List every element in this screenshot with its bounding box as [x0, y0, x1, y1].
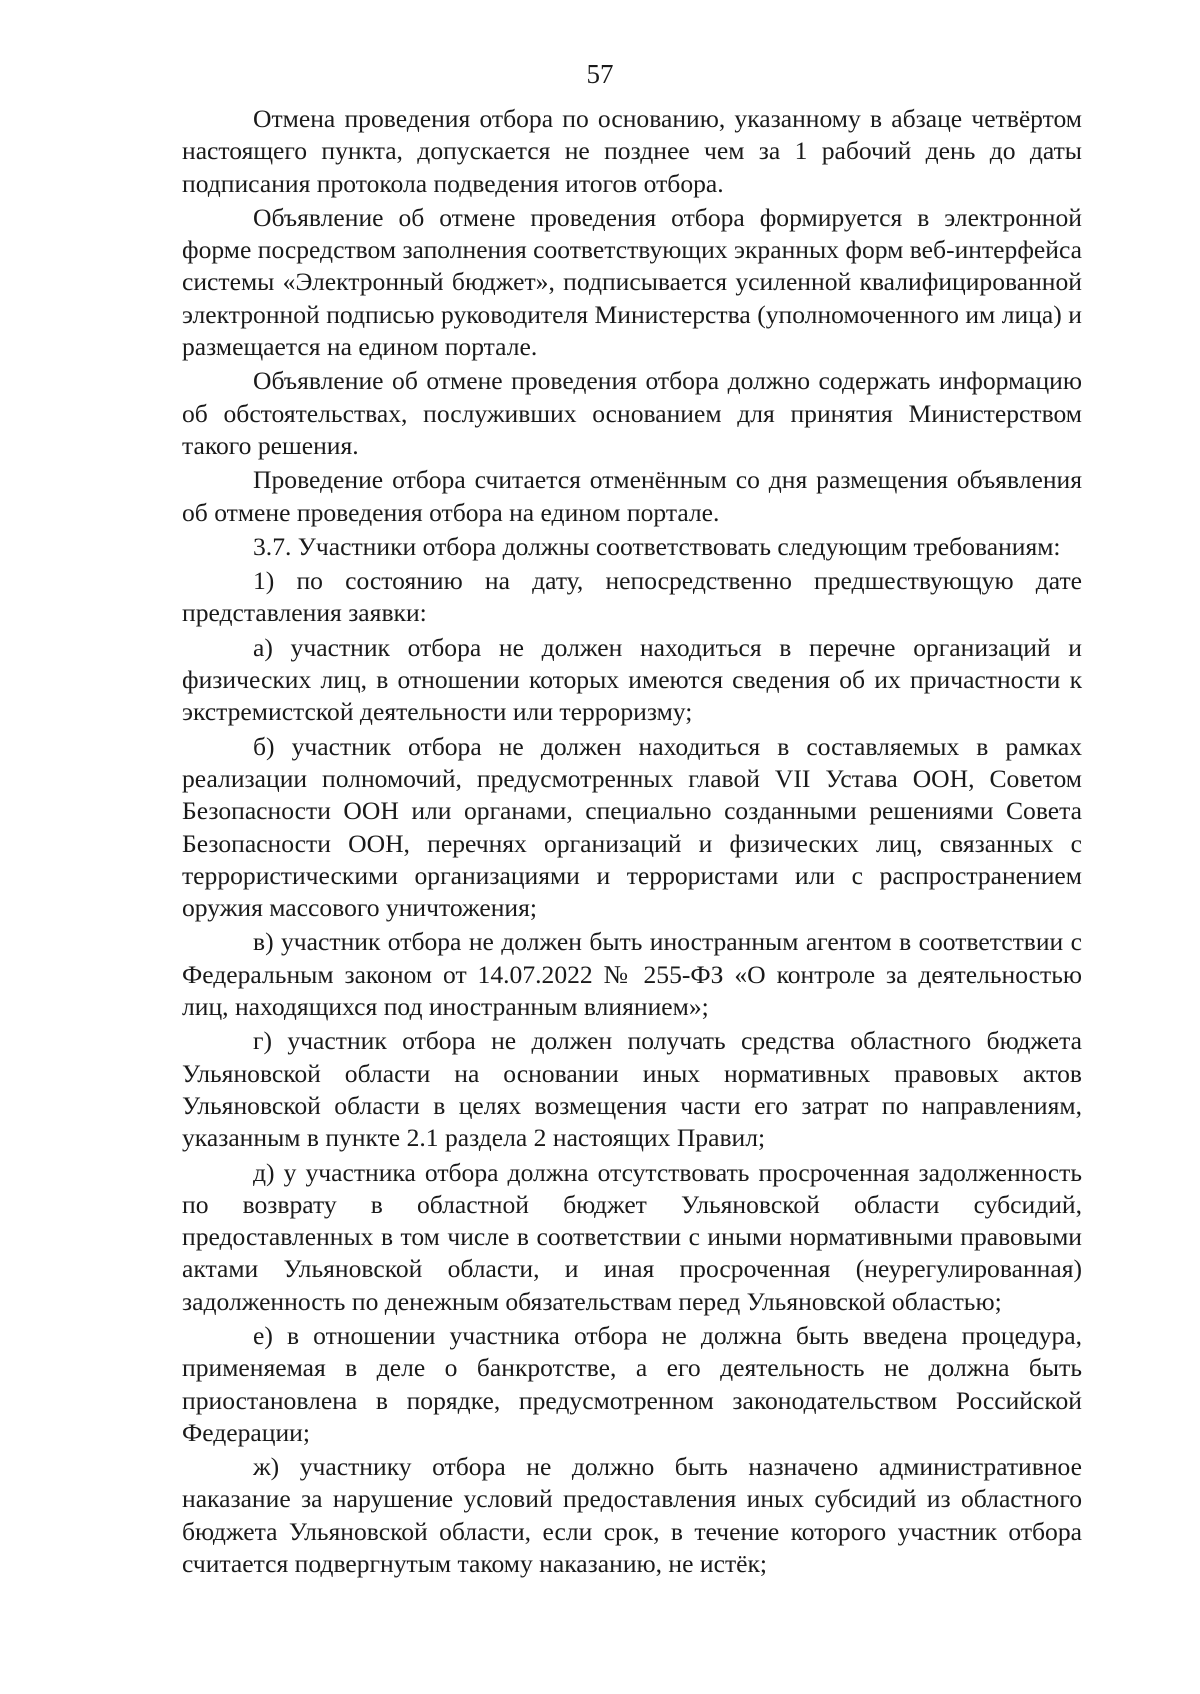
paragraph-item-zh: ж) участнику отбора не должно быть назначено административное наказание за нарушение условий предоставления иных субсидий из областного бюджета Ульяновской области, если срок, в течение которого участник отбора считается подвергнутым такому наказанию, не истёк; — [182, 1452, 1082, 1579]
paragraph-section-3-7: 3.7. Участники отбора должны соответствовать следующим требованиям: — [253, 531, 1061, 561]
paragraph-item-1: 1) по состоянию на дату, непосредственно предшествующую дате представления заявки: — [182, 566, 1082, 628]
paragraph-item-a: а) участник отбора не должен находиться в перечне организаций и физических лиц, в отношении которых имеются сведения об их причастности к экстремистской деятельности или терроризму; — [182, 632, 1082, 727]
paragraph-item-e: е) в отношении участника отбора не должна быть введена процедура, применяемая в деле о банкротстве, а его деятельность не должна быть приостановлена в порядке, предусмотренном законодательством Российской Федерации; — [182, 1320, 1082, 1447]
page-number: 57 — [586, 59, 614, 89]
document-body — [182, 103, 1082, 1580]
paragraph-cancellation-effective: Проведение отбора считается отменённым со дня размещения объявления об отмене проведения отбора на едином портале. — [182, 465, 1082, 527]
paragraph-item-g: г) участник отбора не должен получать средства областного бюджета Ульяновской области на основании иных нормативных правовых актов Ульяновской области в целях возмещения части его затрат по направлениям, указанным в пункте 2.1 раздела 2 настоящих Правил; — [182, 1026, 1082, 1153]
paragraph-cancellation-notice-content: Объявление об отмене проведения отбора должно содержать информацию об обстоятельствах, послуживших основанием для принятия Министерством такого решения. — [182, 366, 1082, 460]
paragraph-item-d: д) у участника отбора должна отсутствовать просроченная задолженность по возврату в областной бюджет Ульяновской области субсидий, предоставленных в том числе в соответствии с иными нормативными правовыми актами Ульяновской области, и иная просроченная (неурегулированная) задолженность по денежным обязательствам перед Ульяновской областью; — [182, 1157, 1082, 1316]
paragraph-item-v: в) участник отбора не должен быть иностранным агентом в соответствии с Федеральным законом от 14.07.2022 № 255-ФЗ «О контроле за деятельностью лиц, находящихся под иностранным влиянием»; — [182, 927, 1082, 1022]
paragraph-cancellation-notice-form: Объявление об отмене проведения отбора формируется в электронной форме посредством заполнения соответствующих экранных форм веб-интерфейса системы «Электронный бюджет», подписывается усиленной квалифицированной электронной подписью руководителя Министерства (уполномоченного им лица) и размещается на едином портале. — [182, 202, 1082, 362]
paragraph-item-b: б) участник отбора не должен находиться в составляемых в рамках реализации полномочий, предусмотренных главой VII Устава ООН, Советом Безопасности ООН или органами, специально созданными решениями Совета Безопасности ООН, перечнях организаций и физических лиц, связанных с террористическими организациями и террористами или с распространением оружия массового уничтожения; — [182, 731, 1082, 923]
paragraph-cancellation-deadline: Отмена проведения отбора по основанию, указанному в абзаце четвёртом настоящего пункта, допускается не позднее чем за 1 рабочий день до даты подписания протокола подведения итогов отбора. — [182, 104, 1082, 198]
